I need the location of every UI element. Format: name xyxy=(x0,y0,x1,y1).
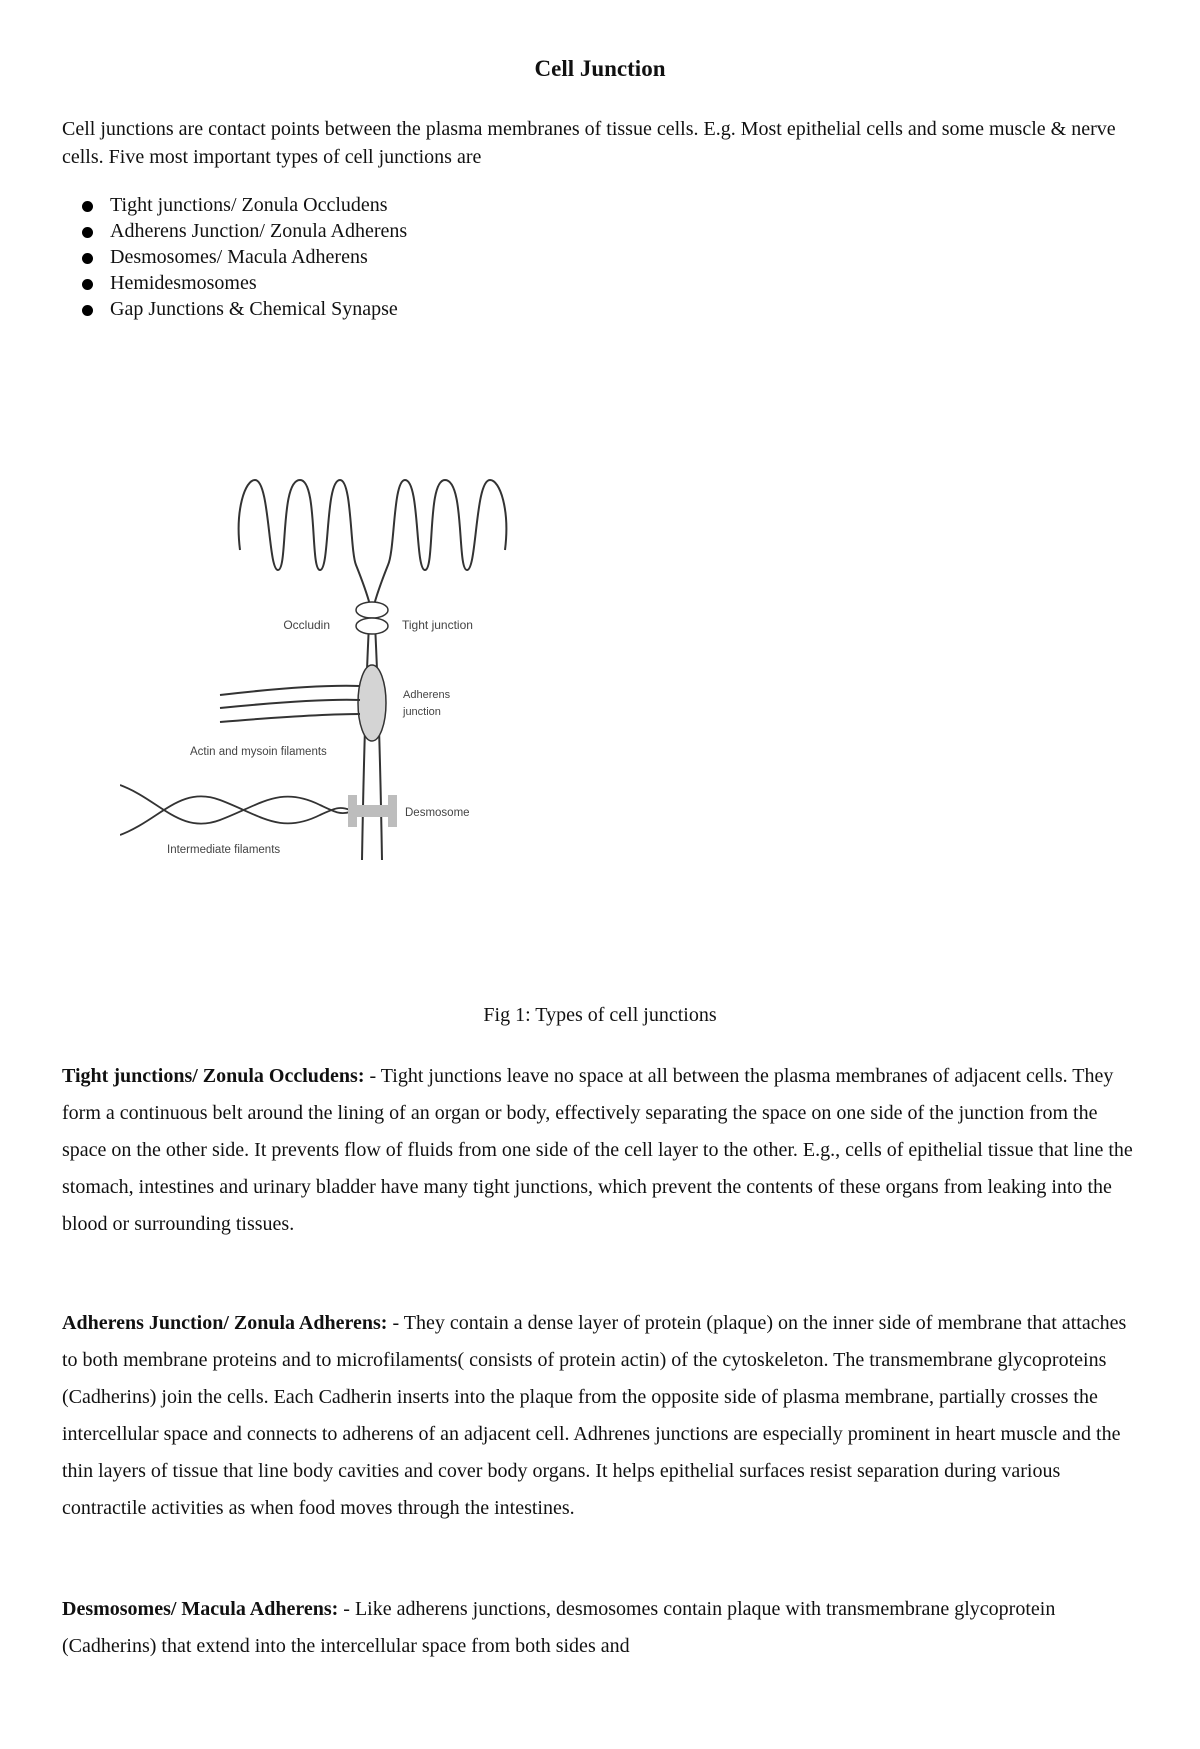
paragraph-text: - Tight junctions leave no space at all between the plasma membranes of adjacent cells. They form a continuous belt around the lining of an organ or body, effectively separating the space on one side of the junction from the space on the other side. It prevents flow of fluids from one side of the cell layer to the other. E.g., cells of epithelial tissue that line the stomach, intestines and urinary bladder have many tight junctions, which prevent the contents of these organs from leaking into the blood or surrounding tissues. xyxy=(62,1065,1133,1235)
list-item xyxy=(80,244,407,270)
paragraph-heading: Desmosomes/ Macula Adherens: xyxy=(62,1598,339,1620)
junction-types-list xyxy=(80,192,407,322)
intro-paragraph: Cell junctions are contact points between the plasma membranes of tissue cells. E.g. Most epithelial cells and some muscle & nerve cells. Five most important types of cell junctions are xyxy=(62,118,1116,168)
list-item xyxy=(80,192,407,218)
figure-caption: Fig 1: Types of cell junctions xyxy=(483,1004,717,1026)
occludin-oval-top xyxy=(356,602,388,618)
bullet-icon xyxy=(82,253,93,264)
desmosome-bridge xyxy=(357,805,388,817)
paragraph-adherens-junction xyxy=(62,1305,1144,1527)
label-adherens: Adherens xyxy=(403,689,451,701)
label-actin: Actin and mysoin filaments xyxy=(190,746,327,758)
cell-junction-figure xyxy=(120,440,540,925)
page-title: Cell Junction xyxy=(534,56,666,81)
label-junction: junction xyxy=(403,706,441,718)
paragraph-text: - Like adherens junctions, desmosomes contain plaque with transmembrane glycoprotein (Cadherins) that extend into the intercellular space from both sides and xyxy=(62,1598,1056,1657)
paragraph-heading: Tight junctions/ Zonula Occludens: xyxy=(62,1065,365,1087)
microvilli-membrane xyxy=(239,480,370,605)
bullet-icon xyxy=(82,227,93,238)
cell-junction-diagram xyxy=(120,440,540,925)
paragraph-heading: Adherens Junction/ Zonula Adherens: xyxy=(62,1312,388,1334)
desmosome-plaque-right xyxy=(388,795,397,827)
list-item-text: Desmosomes/ Macula Adherens xyxy=(110,246,368,268)
actin-filament xyxy=(220,714,360,722)
list-item-text: Adherens Junction/ Zonula Adherens xyxy=(110,220,408,242)
paragraph-desmosomes xyxy=(62,1591,1144,1665)
paragraph-tight-junctions xyxy=(62,1058,1144,1243)
list-item xyxy=(80,270,407,296)
actin-filament xyxy=(220,700,360,708)
microvilli-membrane-right xyxy=(374,480,506,605)
adherens-plaque xyxy=(358,665,386,741)
list-item xyxy=(80,218,407,244)
paragraph-text: - They contain a dense layer of protein (plaque) on the inner side of membrane that attaches to both membrane proteins and to microfilaments( consists of protein actin) of the cytoskeleton. The transmembrane glycoproteins (Cadherins) join the cells. Each Cadherin inserts into the plaque from the opposite side of plasma membrane, partially crosses the intercellular space and connects to adherens of an adjacent cell. Adhrenes junctions are especially prominent in heart muscle and the thin layers of tissue that line body cavities and cover body organs. It helps epithelial surfaces resist separation during various contractile activities as when food moves through the intestines. xyxy=(62,1312,1127,1519)
desmosome-plaque-left xyxy=(348,795,357,827)
label-tight-junction: Tight junction xyxy=(402,618,473,632)
bullet-icon xyxy=(82,279,93,290)
list-item xyxy=(80,296,407,322)
label-intermediate: Intermediate filaments xyxy=(167,844,281,856)
label-occludin: Occludin xyxy=(283,618,330,632)
label-desmosome: Desmosome xyxy=(405,807,470,819)
actin-filament xyxy=(220,686,360,695)
occludin-oval-bottom xyxy=(356,618,388,634)
bullet-icon xyxy=(82,305,93,316)
list-item-text: Gap Junctions & Chemical Synapse xyxy=(110,298,398,320)
list-item-text: Hemidesmosomes xyxy=(110,272,257,294)
list-item-text: Tight junctions/ Zonula Occludens xyxy=(110,194,388,216)
bullet-icon xyxy=(82,201,93,212)
